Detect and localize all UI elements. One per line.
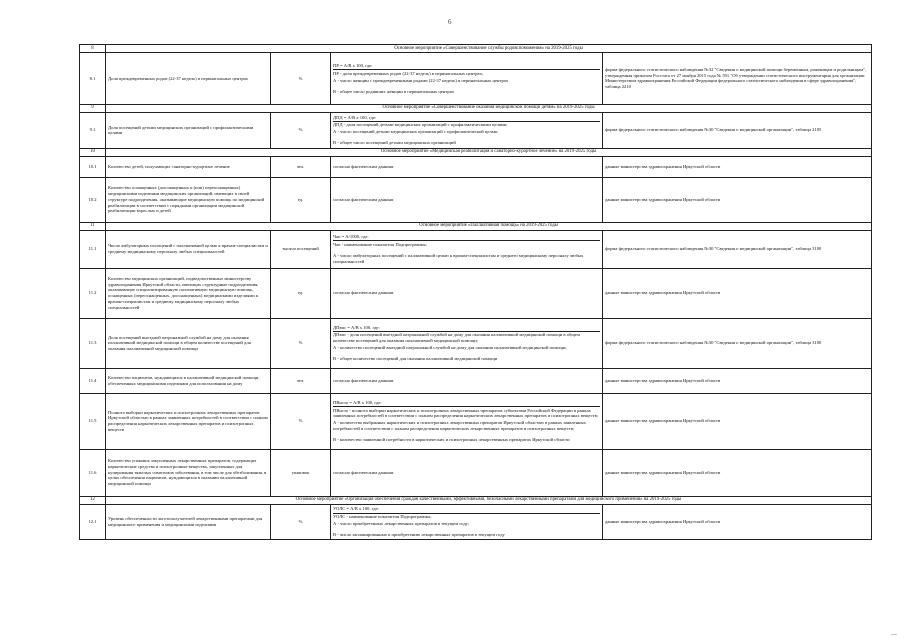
indicator-row xyxy=(80,268,872,318)
formula-line: ДПД - доля посещений детьми медицинских организаций с профилактическими целями; xyxy=(333,122,508,128)
indicator-unit: ед. xyxy=(271,268,331,318)
indicator-number: 11.3 xyxy=(80,318,106,368)
indicator-number: 11.4 xyxy=(80,368,106,393)
formula-line: ПВнсзо = А/В х 100, где: xyxy=(333,399,600,407)
indicator-formula xyxy=(331,318,603,368)
indicator-number: 10.1 xyxy=(80,156,106,177)
formula-line: А - количество выбранных наркотических и психотропных лекарственных препаратов Иркутской областью в рамках заявленных потребностей в соответствии с планом распределения наркотических лекарственных препаратов и психотропных веществ; xyxy=(333,420,586,431)
indicator-source: данные министерства здравоохранения Иркутской области xyxy=(603,368,872,393)
formula-line: В - общее число посещений детьми медицинских организаций xyxy=(333,140,456,146)
section-number: 10 xyxy=(80,148,106,156)
indicator-formula xyxy=(331,177,603,222)
section-title: Основное мероприятие «Паллиативная помощь» на 2019-2025 годы xyxy=(106,222,872,230)
indicator-source: данные министерства здравоохранения Иркутской области xyxy=(603,393,872,449)
indicator-number: 11.2 xyxy=(80,268,106,318)
indicator-source: форма федерального статистического наблюдения №32 "Сведения о медицинской помощи беременным, роженицам и родильницам", утвержденная приказом Росстата от 27 ноября 2015 года № 591 "Об утверждении статистического инструментария для организации Министерством здравоохранения Российской Федерации федерального статистического наблюдения в сфере здравоохранения", таблица 2210 xyxy=(603,52,872,104)
indicator-name: Полнота выборки наркотических и психотропных лекарственных препаратов Иркутской областью в рамках заявленных потребностей в соответствии с планом распределения наркотических лекарственных препаратов и психотропных веществ xyxy=(106,393,271,449)
indicator-name: Количество упаковок закупленных лекарственных препаратов, содержащих наркотические средства и психотропные вещества, закупленных для купирования тяжелых симптомов заболевания, в том числе для обезболивания, в целях обеспечения пациентов, нуждающихся в оказании паллиативной медицинской помощи xyxy=(106,449,271,496)
indicator-formula xyxy=(331,52,603,104)
formula-line: А - число приобретенных лекарственных препаратов в текущем году; xyxy=(333,521,470,527)
formula-line: УОЛС = А/В х 100, где: xyxy=(333,506,600,514)
indicator-formula xyxy=(331,112,603,148)
corner-mark: — xyxy=(891,632,897,638)
formula-line: В - общее количество посещений для оказания паллиативной медицинской помощи xyxy=(333,356,498,361)
section-number: 12 xyxy=(80,496,106,504)
formula-line: В - количество заявленной потребности в наркотических и психотропных лекарственных препаратах Иркутской области xyxy=(333,436,570,442)
section-title: Основное мероприятие «Совершенствование службы родовспоможения» на 2019-2025 годы xyxy=(106,45,872,53)
formula-line: ДПвпс - доля посещений выездной патронажной службой на дому для оказания паллиативной медицинской помощи в общем количестве посещений для оказания паллиативной медицинской помощи; xyxy=(333,332,580,344)
formula-line: В - общее число родивших женщин в перинатальных центрах xyxy=(333,88,455,94)
formula-line: ПР = А/В х 100, где: xyxy=(333,62,600,70)
indicator-formula xyxy=(331,393,603,449)
section-number: 9 xyxy=(80,104,106,112)
formula-line: А - число женщин с преждевременными родами (22-37 недель) в перинатальных центрах xyxy=(333,77,509,83)
indicator-number: 9.1 xyxy=(80,112,106,148)
indicator-name: Количество пациентов, нуждающихся в паллиативной медицинской помощи, обеспеченных медицинскими изделиями для использования на дому xyxy=(106,368,271,393)
indicator-name: Количество оснащенных (дооснащенных и (или) переоснащенных) медицинскими изделиями медицинских организаций, имеющих в своей структуре подразделения, оказывающие медицинскую помощь по медицинской реабилитации в соответствии с порядками организации медицинской реабилитации взрослых и детей xyxy=(106,177,271,222)
formula-line: ДПвпс = А/В х 100, где: xyxy=(333,324,600,332)
indicator-unit: % xyxy=(271,52,331,104)
formula-line: согласно фактическим данным xyxy=(333,290,394,296)
indicator-row xyxy=(80,393,872,449)
indicator-number: 11.5 xyxy=(80,393,106,449)
indicator-name: Доля посещений детьми медицинских организаций с профилактическими целями xyxy=(106,112,271,148)
formula-line: согласно фактическим данным xyxy=(333,196,394,202)
formula-line: УОЛС - наименование показателя Подпрограммы; xyxy=(333,514,432,520)
formula-line: А - количество посещений выездной патронажной службой на дому для оказания паллиативной медицинской помощи; xyxy=(333,345,567,351)
section-title: Основное мероприятие «Организация обеспечения граждан качественными, эффективными, безопасными лекарственными препаратами для медицинского применения» на 2019-2025 годы xyxy=(106,496,872,504)
indicator-unit: упаковок xyxy=(271,449,331,496)
indicator-number: 10.2 xyxy=(80,177,106,222)
indicator-formula xyxy=(331,449,603,496)
indicator-row xyxy=(80,504,872,540)
section-row xyxy=(80,496,872,504)
indicator-unit: % xyxy=(271,393,331,449)
indicator-unit: % xyxy=(271,504,331,540)
indicator-row xyxy=(80,52,872,104)
indicator-source: данные министерства здравоохранения Иркутской области xyxy=(603,449,872,496)
indicators-table xyxy=(79,44,872,540)
indicator-formula xyxy=(331,368,603,393)
indicator-row xyxy=(80,112,872,148)
formula-line: А - число посещений детьми медицинских организаций с профилактической целью; xyxy=(333,129,499,135)
formula-line: Чап = А/1000, где: xyxy=(333,233,600,241)
indicator-row xyxy=(80,177,872,222)
formula-line: согласно фактическим данным xyxy=(333,469,394,475)
indicator-formula xyxy=(331,230,603,268)
section-row xyxy=(80,104,872,112)
indicator-formula xyxy=(331,504,603,540)
indicator-row xyxy=(80,230,872,268)
formula-line: согласно фактическим данным xyxy=(333,377,394,383)
indicator-row xyxy=(80,368,872,393)
indicator-name: Доля посещений выездной патронажной службой на дому для оказания паллиативной медицинской помощи в общем количестве посещений для оказания паллиативной медицинской помощи xyxy=(106,318,271,368)
formula-line: А - число амбулаторных посещений с паллиативной целью к врачам-специалистам и среднего медицинскому персоналу любых специальностей xyxy=(333,252,584,264)
formula-line: ПВнсзо - полнота выборки наркотических и психотропных лекарственных препаратов субъектами Российской Федерации в рамках заявленных потребностей в соответствии с планом распределения наркотических лекарственных препаратов и психотропных веществ; xyxy=(333,407,599,419)
formula-line: В - число запланированных к приобретению лекарственных препаратов в текущем году xyxy=(333,531,505,537)
indicator-unit: чел. xyxy=(271,368,331,393)
indicator-unit: % xyxy=(271,112,331,148)
section-row xyxy=(80,45,872,53)
indicator-number: 12.1 xyxy=(80,504,106,540)
indicator-unit: ед. xyxy=(271,177,331,222)
indicator-name: Уровень обеспеченности льготополучателей лекарственными препаратами для медицинского применения и медицинскими изделиями xyxy=(106,504,271,540)
indicator-source: форма федерального статистического наблюдения №30 "Сведения о медицинской организации", таблица 3100 xyxy=(603,318,872,368)
indicator-name: Количество медицинских организаций, подведомственных министерству здравоохранения Иркутской области, имеющих структурные подразделения, оказывающие специализированную паллиативную медицинскую помощь, оснащенных (переоснащенных, дооснащенных) медицинскими изделиями к врачам-специалистам и среднему медицинскому персоналу любых специальностей xyxy=(106,268,271,318)
formula-line: Чап - наименование показателя Подпрограммы; xyxy=(333,241,427,247)
indicator-source: форма федерального статистического наблюдения №30 "Сведения о медицинской организации", таблица 2105 xyxy=(603,112,872,148)
indicator-name: Доля преждевременных родов (22-37 недель) в перинатальных центрах xyxy=(106,52,271,104)
indicator-name: Число амбулаторных посещений с паллиативной целью к врачам-специалистам и среднему медицинскому персоналу любых специальностей xyxy=(106,230,271,268)
formula-line: согласно фактическим данным xyxy=(333,163,394,169)
indicator-unit: чел. xyxy=(271,156,331,177)
section-number: 8 xyxy=(80,45,106,53)
indicator-unit: % xyxy=(271,318,331,368)
indicator-formula xyxy=(331,268,603,318)
section-row xyxy=(80,222,872,230)
indicator-source: данные министерства здравоохранения Иркутской области xyxy=(603,268,872,318)
indicator-number: 11.6 xyxy=(80,449,106,496)
indicator-number: 8.1 xyxy=(80,52,106,104)
indicator-source: данные министерства здравоохранения Иркутской области xyxy=(603,156,872,177)
section-number: 11 xyxy=(80,222,106,230)
section-row xyxy=(80,148,872,156)
page-number: 6 xyxy=(448,18,452,26)
indicator-unit: тысяча посещений xyxy=(271,230,331,268)
section-title: Основное мероприятие «Совершенствование оказания медицинской помощи детям» на 2019-2025 годы xyxy=(106,104,872,112)
indicator-source: форма федерального статистического наблюдения №30 "Сведения о медицинской организации", таблица 3100 xyxy=(603,230,872,268)
formula-line: ПР - доля преждевременных родов (22-37 недель) в перинатальных центрах; xyxy=(333,70,484,76)
indicator-row xyxy=(80,318,872,368)
indicator-source: данные министерства здравоохранения Иркутской области xyxy=(603,504,872,540)
section-title: Основное мероприятие «Медицинская реабилитация и санаторно-курортное лечение» на 2019-2025 годы xyxy=(106,148,872,156)
indicator-number: 11.1 xyxy=(80,230,106,268)
formula-line: ДПД = А/В х 100, где: xyxy=(333,114,600,122)
indicator-source: данные министерства здравоохранения Иркутской области xyxy=(603,177,872,222)
indicator-row xyxy=(80,449,872,496)
indicator-name: Количество детей, получающих санаторно-курортное лечение xyxy=(106,156,271,177)
indicator-formula xyxy=(331,156,603,177)
indicator-row xyxy=(80,156,872,177)
